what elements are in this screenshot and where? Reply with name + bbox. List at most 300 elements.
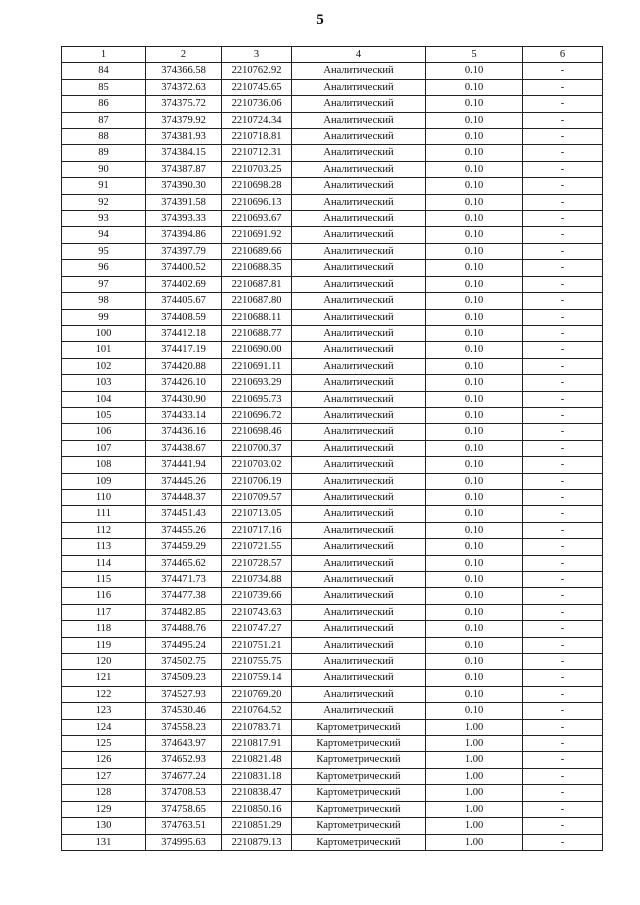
- method-cell: Картометрический: [292, 834, 426, 850]
- point-number-cell: 97: [62, 276, 146, 292]
- table-header-row: [62, 47, 603, 63]
- note-cell: -: [523, 818, 603, 834]
- note-cell: -: [523, 801, 603, 817]
- point-number-cell: 128: [62, 785, 146, 801]
- table-row: [62, 637, 603, 653]
- accuracy-cell: 0.10: [426, 96, 523, 112]
- method-cell: Аналитический: [292, 358, 426, 374]
- point-number-cell: 119: [62, 637, 146, 653]
- y-coordinate-cell: 2210879.13: [222, 834, 292, 850]
- point-number-cell: 105: [62, 407, 146, 423]
- y-coordinate-cell: 2210718.81: [222, 129, 292, 145]
- accuracy-cell: 0.10: [426, 621, 523, 637]
- accuracy-cell: 0.10: [426, 375, 523, 391]
- x-coordinate-cell: 374375.72: [146, 96, 222, 112]
- note-cell: -: [523, 785, 603, 801]
- point-number-cell: 127: [62, 768, 146, 784]
- method-cell: Аналитический: [292, 506, 426, 522]
- table-row: [62, 752, 603, 768]
- y-coordinate-cell: 2210850.16: [222, 801, 292, 817]
- table-row: [62, 719, 603, 735]
- column-header: 1: [62, 47, 146, 63]
- point-number-cell: 95: [62, 243, 146, 259]
- x-coordinate-cell: 374455.26: [146, 522, 222, 538]
- y-coordinate-cell: 2210688.77: [222, 325, 292, 341]
- accuracy-cell: 1.00: [426, 785, 523, 801]
- accuracy-cell: 1.00: [426, 801, 523, 817]
- table-row: [62, 686, 603, 702]
- table-row: [62, 342, 603, 358]
- accuracy-cell: 1.00: [426, 736, 523, 752]
- x-coordinate-cell: 374471.73: [146, 572, 222, 588]
- note-cell: -: [523, 194, 603, 210]
- y-coordinate-cell: 2210698.28: [222, 178, 292, 194]
- point-number-cell: 123: [62, 703, 146, 719]
- point-number-cell: 113: [62, 539, 146, 555]
- accuracy-cell: 0.10: [426, 637, 523, 653]
- point-number-cell: 114: [62, 555, 146, 571]
- table-row: [62, 555, 603, 571]
- point-number-cell: 126: [62, 752, 146, 768]
- note-cell: -: [523, 227, 603, 243]
- table-row: [62, 96, 603, 112]
- point-number-cell: 99: [62, 309, 146, 325]
- accuracy-cell: 0.10: [426, 391, 523, 407]
- method-cell: Картометрический: [292, 785, 426, 801]
- method-cell: Аналитический: [292, 539, 426, 555]
- accuracy-cell: 0.10: [426, 539, 523, 555]
- table-body: [62, 63, 603, 851]
- accuracy-cell: 0.10: [426, 178, 523, 194]
- accuracy-cell: 0.10: [426, 325, 523, 341]
- y-coordinate-cell: 2210721.55: [222, 539, 292, 555]
- method-cell: Аналитический: [292, 654, 426, 670]
- point-number-cell: 122: [62, 686, 146, 702]
- table-row: [62, 178, 603, 194]
- point-number-cell: 85: [62, 79, 146, 95]
- note-cell: -: [523, 588, 603, 604]
- method-cell: Аналитический: [292, 489, 426, 505]
- accuracy-cell: 0.10: [426, 293, 523, 309]
- table-row: [62, 736, 603, 752]
- accuracy-cell: 0.10: [426, 654, 523, 670]
- table-row: [62, 243, 603, 259]
- table-row: [62, 670, 603, 686]
- accuracy-cell: 0.10: [426, 473, 523, 489]
- y-coordinate-cell: 2210688.11: [222, 309, 292, 325]
- y-coordinate-cell: 2210751.21: [222, 637, 292, 653]
- method-cell: Аналитический: [292, 457, 426, 473]
- accuracy-cell: 0.10: [426, 358, 523, 374]
- point-number-cell: 115: [62, 572, 146, 588]
- y-coordinate-cell: 2210759.14: [222, 670, 292, 686]
- note-cell: -: [523, 293, 603, 309]
- method-cell: Аналитический: [292, 703, 426, 719]
- note-cell: -: [523, 473, 603, 489]
- point-number-cell: 108: [62, 457, 146, 473]
- point-number-cell: 100: [62, 325, 146, 341]
- y-coordinate-cell: 2210717.16: [222, 522, 292, 538]
- x-coordinate-cell: 374381.93: [146, 129, 222, 145]
- table-row: [62, 260, 603, 276]
- point-number-cell: 90: [62, 161, 146, 177]
- x-coordinate-cell: 374408.59: [146, 309, 222, 325]
- accuracy-cell: 1.00: [426, 752, 523, 768]
- y-coordinate-cell: 2210745.65: [222, 79, 292, 95]
- method-cell: Аналитический: [292, 588, 426, 604]
- note-cell: -: [523, 325, 603, 341]
- y-coordinate-cell: 2210696.13: [222, 194, 292, 210]
- table-row: [62, 654, 603, 670]
- method-cell: Аналитический: [292, 522, 426, 538]
- method-cell: Аналитический: [292, 325, 426, 341]
- point-number-cell: 92: [62, 194, 146, 210]
- y-coordinate-cell: 2210687.81: [222, 276, 292, 292]
- point-number-cell: 130: [62, 818, 146, 834]
- note-cell: -: [523, 555, 603, 571]
- table-row: [62, 194, 603, 210]
- table-row: [62, 588, 603, 604]
- y-coordinate-cell: 2210712.31: [222, 145, 292, 161]
- accuracy-cell: 0.10: [426, 670, 523, 686]
- column-header: 6: [523, 47, 603, 63]
- y-coordinate-cell: 2210691.11: [222, 358, 292, 374]
- method-cell: Картометрический: [292, 719, 426, 735]
- method-cell: Картометрический: [292, 768, 426, 784]
- x-coordinate-cell: 374391.58: [146, 194, 222, 210]
- point-number-cell: 109: [62, 473, 146, 489]
- x-coordinate-cell: 374366.58: [146, 63, 222, 79]
- y-coordinate-cell: 2210691.92: [222, 227, 292, 243]
- method-cell: Аналитический: [292, 473, 426, 489]
- note-cell: -: [523, 309, 603, 325]
- accuracy-cell: 1.00: [426, 818, 523, 834]
- table-row: [62, 112, 603, 128]
- note-cell: -: [523, 79, 603, 95]
- x-coordinate-cell: 374438.67: [146, 440, 222, 456]
- table-row: [62, 227, 603, 243]
- point-number-cell: 121: [62, 670, 146, 686]
- method-cell: Аналитический: [292, 670, 426, 686]
- column-header: 2: [146, 47, 222, 63]
- x-coordinate-cell: 374420.88: [146, 358, 222, 374]
- note-cell: -: [523, 522, 603, 538]
- x-coordinate-cell: 374430.90: [146, 391, 222, 407]
- table-row: [62, 145, 603, 161]
- method-cell: Картометрический: [292, 752, 426, 768]
- point-number-cell: 96: [62, 260, 146, 276]
- column-header: 4: [292, 47, 426, 63]
- method-cell: Аналитический: [292, 112, 426, 128]
- table-row: [62, 161, 603, 177]
- note-cell: -: [523, 358, 603, 374]
- method-cell: Аналитический: [292, 276, 426, 292]
- x-coordinate-cell: 374412.18: [146, 325, 222, 341]
- method-cell: Аналитический: [292, 391, 426, 407]
- point-number-cell: 107: [62, 440, 146, 456]
- note-cell: -: [523, 161, 603, 177]
- point-number-cell: 120: [62, 654, 146, 670]
- x-coordinate-cell: 374397.79: [146, 243, 222, 259]
- method-cell: Аналитический: [292, 604, 426, 620]
- x-coordinate-cell: 374708.53: [146, 785, 222, 801]
- x-coordinate-cell: 374384.15: [146, 145, 222, 161]
- x-coordinate-cell: 374995.63: [146, 834, 222, 850]
- accuracy-cell: 0.10: [426, 555, 523, 571]
- table-row: [62, 506, 603, 522]
- table-row: [62, 407, 603, 423]
- table-row: [62, 309, 603, 325]
- table-row: [62, 211, 603, 227]
- x-coordinate-cell: 374509.23: [146, 670, 222, 686]
- method-cell: Аналитический: [292, 440, 426, 456]
- note-cell: -: [523, 703, 603, 719]
- note-cell: -: [523, 768, 603, 784]
- method-cell: Аналитический: [292, 686, 426, 702]
- note-cell: -: [523, 407, 603, 423]
- point-number-cell: 129: [62, 801, 146, 817]
- note-cell: -: [523, 604, 603, 620]
- column-header: 3: [222, 47, 292, 63]
- y-coordinate-cell: 2210713.05: [222, 506, 292, 522]
- point-number-cell: 89: [62, 145, 146, 161]
- note-cell: -: [523, 96, 603, 112]
- column-header: 5: [426, 47, 523, 63]
- method-cell: Аналитический: [292, 309, 426, 325]
- table-row: [62, 489, 603, 505]
- y-coordinate-cell: 2210743.63: [222, 604, 292, 620]
- note-cell: -: [523, 457, 603, 473]
- note-cell: -: [523, 637, 603, 653]
- method-cell: Аналитический: [292, 293, 426, 309]
- table-row: [62, 768, 603, 784]
- point-number-cell: 91: [62, 178, 146, 194]
- y-coordinate-cell: 2210706.19: [222, 473, 292, 489]
- x-coordinate-cell: 374390.30: [146, 178, 222, 194]
- note-cell: -: [523, 719, 603, 735]
- x-coordinate-cell: 374488.76: [146, 621, 222, 637]
- y-coordinate-cell: 2210689.66: [222, 243, 292, 259]
- x-coordinate-cell: 374495.24: [146, 637, 222, 653]
- accuracy-cell: 0.10: [426, 112, 523, 128]
- x-coordinate-cell: 374527.93: [146, 686, 222, 702]
- note-cell: -: [523, 572, 603, 588]
- note-cell: -: [523, 440, 603, 456]
- y-coordinate-cell: 2210688.35: [222, 260, 292, 276]
- x-coordinate-cell: 374441.94: [146, 457, 222, 473]
- y-coordinate-cell: 2210747.27: [222, 621, 292, 637]
- accuracy-cell: 1.00: [426, 834, 523, 850]
- note-cell: -: [523, 654, 603, 670]
- note-cell: -: [523, 506, 603, 522]
- x-coordinate-cell: 374402.69: [146, 276, 222, 292]
- method-cell: Картометрический: [292, 818, 426, 834]
- accuracy-cell: 0.10: [426, 260, 523, 276]
- accuracy-cell: 0.10: [426, 604, 523, 620]
- y-coordinate-cell: 2210695.73: [222, 391, 292, 407]
- x-coordinate-cell: 374677.24: [146, 768, 222, 784]
- point-number-cell: 88: [62, 129, 146, 145]
- x-coordinate-cell: 374482.85: [146, 604, 222, 620]
- y-coordinate-cell: 2210724.34: [222, 112, 292, 128]
- note-cell: -: [523, 621, 603, 637]
- x-coordinate-cell: 374433.14: [146, 407, 222, 423]
- x-coordinate-cell: 374426.10: [146, 375, 222, 391]
- y-coordinate-cell: 2210739.66: [222, 588, 292, 604]
- x-coordinate-cell: 374448.37: [146, 489, 222, 505]
- point-number-cell: 98: [62, 293, 146, 309]
- table-row: [62, 818, 603, 834]
- method-cell: Аналитический: [292, 407, 426, 423]
- y-coordinate-cell: 2210703.02: [222, 457, 292, 473]
- method-cell: Аналитический: [292, 342, 426, 358]
- note-cell: -: [523, 736, 603, 752]
- accuracy-cell: 0.10: [426, 572, 523, 588]
- table-row: [62, 358, 603, 374]
- method-cell: Аналитический: [292, 227, 426, 243]
- x-coordinate-cell: 374400.52: [146, 260, 222, 276]
- point-number-cell: 118: [62, 621, 146, 637]
- point-number-cell: 116: [62, 588, 146, 604]
- accuracy-cell: 0.10: [426, 489, 523, 505]
- accuracy-cell: 0.10: [426, 194, 523, 210]
- method-cell: Аналитический: [292, 243, 426, 259]
- y-coordinate-cell: 2210700.37: [222, 440, 292, 456]
- accuracy-cell: 0.10: [426, 342, 523, 358]
- x-coordinate-cell: 374372.63: [146, 79, 222, 95]
- method-cell: Аналитический: [292, 96, 426, 112]
- x-coordinate-cell: 374387.87: [146, 161, 222, 177]
- note-cell: -: [523, 260, 603, 276]
- x-coordinate-cell: 374643.97: [146, 736, 222, 752]
- note-cell: -: [523, 670, 603, 686]
- x-coordinate-cell: 374465.62: [146, 555, 222, 571]
- y-coordinate-cell: 2210734.88: [222, 572, 292, 588]
- note-cell: -: [523, 129, 603, 145]
- accuracy-cell: 1.00: [426, 719, 523, 735]
- y-coordinate-cell: 2210687.80: [222, 293, 292, 309]
- accuracy-cell: 1.00: [426, 768, 523, 784]
- note-cell: -: [523, 178, 603, 194]
- method-cell: Аналитический: [292, 260, 426, 276]
- point-number-cell: 110: [62, 489, 146, 505]
- table-row: [62, 522, 603, 538]
- note-cell: -: [523, 145, 603, 161]
- accuracy-cell: 0.10: [426, 63, 523, 79]
- method-cell: Аналитический: [292, 375, 426, 391]
- note-cell: -: [523, 834, 603, 850]
- method-cell: Аналитический: [292, 621, 426, 637]
- accuracy-cell: 0.10: [426, 703, 523, 719]
- y-coordinate-cell: 2210755.75: [222, 654, 292, 670]
- note-cell: -: [523, 63, 603, 79]
- y-coordinate-cell: 2210762.92: [222, 63, 292, 79]
- point-number-cell: 102: [62, 358, 146, 374]
- table-row: [62, 572, 603, 588]
- point-number-cell: 111: [62, 506, 146, 522]
- y-coordinate-cell: 2210703.25: [222, 161, 292, 177]
- point-number-cell: 124: [62, 719, 146, 735]
- point-number-cell: 94: [62, 227, 146, 243]
- table-row: [62, 293, 603, 309]
- y-coordinate-cell: 2210764.52: [222, 703, 292, 719]
- accuracy-cell: 0.10: [426, 161, 523, 177]
- note-cell: -: [523, 424, 603, 440]
- accuracy-cell: 0.10: [426, 440, 523, 456]
- method-cell: Аналитический: [292, 637, 426, 653]
- accuracy-cell: 0.10: [426, 506, 523, 522]
- accuracy-cell: 0.10: [426, 276, 523, 292]
- accuracy-cell: 0.10: [426, 407, 523, 423]
- y-coordinate-cell: 2210851.29: [222, 818, 292, 834]
- accuracy-cell: 0.10: [426, 145, 523, 161]
- point-number-cell: 101: [62, 342, 146, 358]
- point-number-cell: 84: [62, 63, 146, 79]
- y-coordinate-cell: 2210696.72: [222, 407, 292, 423]
- x-coordinate-cell: 374394.86: [146, 227, 222, 243]
- point-number-cell: 104: [62, 391, 146, 407]
- point-number-cell: 93: [62, 211, 146, 227]
- x-coordinate-cell: 374405.67: [146, 293, 222, 309]
- x-coordinate-cell: 374558.23: [146, 719, 222, 735]
- x-coordinate-cell: 374477.38: [146, 588, 222, 604]
- point-number-cell: 86: [62, 96, 146, 112]
- x-coordinate-cell: 374502.75: [146, 654, 222, 670]
- method-cell: Аналитический: [292, 572, 426, 588]
- method-cell: Картометрический: [292, 736, 426, 752]
- note-cell: -: [523, 112, 603, 128]
- method-cell: Картометрический: [292, 801, 426, 817]
- x-coordinate-cell: 374436.16: [146, 424, 222, 440]
- accuracy-cell: 0.10: [426, 129, 523, 145]
- accuracy-cell: 0.10: [426, 457, 523, 473]
- accuracy-cell: 0.10: [426, 243, 523, 259]
- table-row: [62, 834, 603, 850]
- x-coordinate-cell: 374417.19: [146, 342, 222, 358]
- y-coordinate-cell: 2210728.57: [222, 555, 292, 571]
- method-cell: Аналитический: [292, 129, 426, 145]
- note-cell: -: [523, 243, 603, 259]
- method-cell: Аналитический: [292, 63, 426, 79]
- point-number-cell: 87: [62, 112, 146, 128]
- y-coordinate-cell: 2210831.18: [222, 768, 292, 784]
- note-cell: -: [523, 375, 603, 391]
- point-number-cell: 125: [62, 736, 146, 752]
- accuracy-cell: 0.10: [426, 424, 523, 440]
- x-coordinate-cell: 374763.51: [146, 818, 222, 834]
- point-number-cell: 103: [62, 375, 146, 391]
- accuracy-cell: 0.10: [426, 588, 523, 604]
- table-row: [62, 473, 603, 489]
- page-number: 5: [316, 12, 324, 28]
- y-coordinate-cell: 2210693.67: [222, 211, 292, 227]
- table-row: [62, 325, 603, 341]
- accuracy-cell: 0.10: [426, 211, 523, 227]
- method-cell: Аналитический: [292, 178, 426, 194]
- accuracy-cell: 0.10: [426, 686, 523, 702]
- y-coordinate-cell: 2210736.06: [222, 96, 292, 112]
- point-number-cell: 131: [62, 834, 146, 850]
- table-row: [62, 457, 603, 473]
- table-row: [62, 375, 603, 391]
- x-coordinate-cell: 374758.65: [146, 801, 222, 817]
- point-number-cell: 112: [62, 522, 146, 538]
- x-coordinate-cell: 374445.26: [146, 473, 222, 489]
- y-coordinate-cell: 2210690.00: [222, 342, 292, 358]
- accuracy-cell: 0.10: [426, 79, 523, 95]
- table-row: [62, 604, 603, 620]
- note-cell: -: [523, 211, 603, 227]
